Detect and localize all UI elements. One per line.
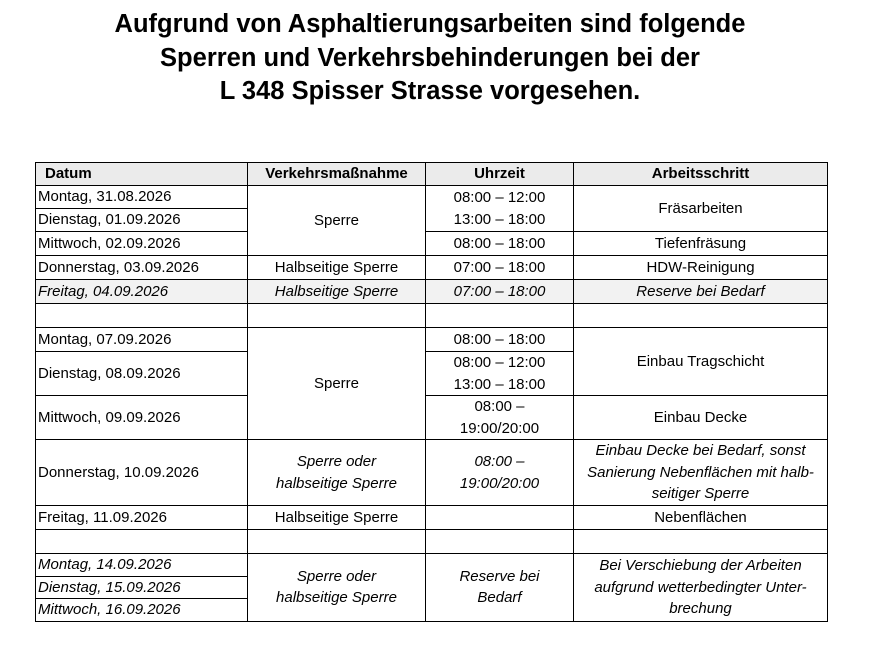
date-cell: Dienstag, 15.09.2026 bbox=[36, 576, 248, 599]
measure-line: Sperre oder bbox=[296, 567, 377, 585]
spacer-row bbox=[36, 530, 828, 554]
table-row bbox=[36, 396, 828, 440]
title-line-1: Aufgrund von Asphaltierungsarbeiten sind folgende bbox=[114, 10, 746, 38]
date-cell: Mittwoch, 16.09.2026 bbox=[36, 599, 248, 622]
table-row bbox=[36, 440, 828, 506]
time-line: 13:00 – 18:00 bbox=[453, 210, 546, 228]
page-title bbox=[0, 8, 860, 109]
step-cell bbox=[574, 440, 828, 506]
time-line: Bedarf bbox=[477, 589, 522, 607]
measure-line: halbseitige Sperre bbox=[276, 589, 397, 607]
measure-cell: Halbseitige Sperre bbox=[248, 256, 426, 280]
schedule-table bbox=[35, 162, 828, 622]
step-cell bbox=[574, 554, 828, 622]
table-row bbox=[36, 232, 828, 256]
step-cell: Einbau Decke bbox=[574, 396, 828, 440]
header-time: Uhrzeit bbox=[426, 163, 574, 186]
date-cell: Freitag, 04.09.2026 bbox=[36, 280, 248, 304]
date-cell: Donnerstag, 03.09.2026 bbox=[36, 256, 248, 280]
step-line: Bei Verschiebung der Arbeiten bbox=[599, 557, 802, 574]
time-line: Reserve bei bbox=[459, 567, 540, 585]
step-line: seitiger Sperre bbox=[651, 485, 750, 503]
date-cell: Freitag, 11.09.2026 bbox=[36, 506, 248, 530]
time-cell: 07:00 – 18:00 bbox=[426, 256, 574, 280]
date-cell: Montag, 07.09.2026 bbox=[36, 328, 248, 352]
measure-cell: Sperre bbox=[248, 328, 426, 440]
time-line: 08:00 – 12:00 bbox=[453, 189, 546, 206]
date-cell: Dienstag, 08.09.2026 bbox=[36, 352, 248, 396]
date-cell: Mittwoch, 09.09.2026 bbox=[36, 396, 248, 440]
time-cell bbox=[426, 396, 574, 440]
header-date: Datum bbox=[36, 163, 248, 186]
measure-line: halbseitige Sperre bbox=[276, 474, 397, 492]
date-cell: Montag, 14.09.2026 bbox=[36, 554, 248, 577]
time-cell: 07:00 – 18:00 bbox=[426, 280, 574, 304]
table-row bbox=[36, 186, 828, 209]
date-cell: Donnerstag, 10.09.2026 bbox=[36, 440, 248, 506]
step-cell: HDW-Reinigung bbox=[574, 256, 828, 280]
measure-cell: Halbseitige Sperre bbox=[248, 506, 426, 530]
spacer-row bbox=[36, 304, 828, 328]
date-cell: Mittwoch, 02.09.2026 bbox=[36, 232, 248, 256]
time-cell bbox=[426, 506, 574, 530]
time-line: 08:00 – bbox=[474, 398, 525, 415]
step-line: brechung bbox=[669, 600, 732, 617]
date-cell: Montag, 31.08.2026 bbox=[36, 186, 248, 209]
measure-line: Sperre oder bbox=[296, 453, 377, 470]
step-cell: Nebenflächen bbox=[574, 506, 828, 530]
header-measure: Verkehrsmaßnahme bbox=[248, 163, 426, 186]
table-row bbox=[36, 506, 828, 530]
title-line-3: L 348 Spisser Strasse vorgesehen. bbox=[219, 77, 641, 105]
measure-cell bbox=[248, 440, 426, 506]
date-cell: Dienstag, 01.09.2026 bbox=[36, 209, 248, 232]
time-line: 08:00 – 12:00 bbox=[453, 354, 546, 371]
time-cell: 08:00 – 18:00 bbox=[426, 232, 574, 256]
step-cell: Einbau Tragschicht bbox=[574, 328, 828, 396]
time-line: 13:00 – 18:00 bbox=[453, 375, 546, 393]
time-cell bbox=[426, 352, 574, 396]
table-row bbox=[36, 554, 828, 577]
step-line: Einbau Decke bei Bedarf, sonst bbox=[595, 442, 806, 460]
time-cell: 08:00 – 18:00 bbox=[426, 328, 574, 352]
header-step: Arbeitsschritt bbox=[574, 163, 828, 186]
measure-cell: Halbseitige Sperre bbox=[248, 280, 426, 304]
step-cell: Tiefenfräsung bbox=[574, 232, 828, 256]
step-line: aufgrund wetterbedingter Unter- bbox=[594, 578, 807, 596]
table-row bbox=[36, 328, 828, 352]
measure-cell: Sperre bbox=[248, 186, 426, 256]
table-row bbox=[36, 280, 828, 304]
title-line-2: Sperren und Verkehrsbehinderungen bei der bbox=[160, 43, 700, 72]
table-header-row bbox=[36, 163, 828, 186]
time-line: 08:00 – bbox=[474, 453, 525, 470]
time-cell bbox=[426, 554, 574, 622]
time-cell bbox=[426, 186, 574, 232]
time-cell bbox=[426, 440, 574, 506]
table-row bbox=[36, 256, 828, 280]
step-line: Sanierung Nebenflächen mit halb- bbox=[587, 463, 814, 481]
time-line: 19:00/20:00 bbox=[459, 419, 540, 437]
step-cell: Fräsarbeiten bbox=[574, 186, 828, 232]
time-line: 19:00/20:00 bbox=[459, 474, 540, 492]
step-cell: Reserve bei Bedarf bbox=[574, 280, 828, 304]
measure-cell bbox=[248, 554, 426, 622]
